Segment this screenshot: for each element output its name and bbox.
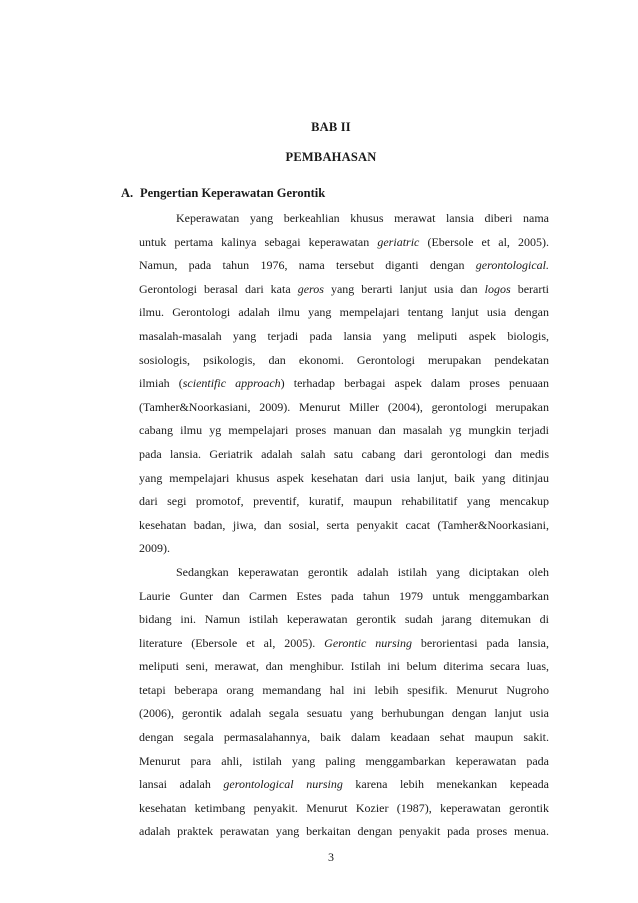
italic-term: scientific approach (182, 376, 281, 391)
text-line: Gerontologi berasal dari kata geros yang berarti lanjut usia dan logos berarti (139, 281, 549, 296)
paragraph (139, 561, 549, 844)
text-line: masalah-masalah yang terjadi pada lansia yang meliputi aspek biologis, (139, 328, 549, 343)
italic-term: geros (297, 281, 324, 296)
italic-term: gerontological nursing (223, 777, 343, 792)
text-line: lansai adalah gerontological nursing karena lebih menekankan kepeada (139, 777, 549, 792)
section-title: Pengertian Keperawatan Gerontik (140, 186, 326, 200)
text-line: pada lansia. Geriatrik adalah salah satu cabang dari gerontologi dan medis (139, 446, 549, 461)
italic-term: Gerontic nursing (324, 635, 412, 650)
text-line: dari segi promotof, preventif, kuratif, maupun rehabilitatif yang mencakup (139, 494, 549, 509)
text-line: 2009). (139, 541, 170, 556)
italic-term: geriatric (377, 234, 420, 249)
text-line: ilmu. Gerontologi adalah ilmu yang mempelajari tentang lanjut usia dengan (139, 305, 549, 320)
page-number: 3 (328, 850, 334, 864)
paragraph (139, 207, 549, 561)
text-line: Namun, pada tahun 1976, nama tersebut diganti dengan gerontological. (139, 258, 549, 273)
chapter-title: PEMBAHASAN (285, 150, 377, 164)
chapter-number: BAB II (311, 120, 351, 134)
text-line: literature (Ebersole et al, 2005). Gerontic nursing berorientasi pada lansia, (139, 635, 549, 650)
text-line: untuk pertama kalinya sebagai keperawatan geriatric (Ebersole et al, 2005). (139, 234, 549, 249)
text-line: tetapi beberapa orang memandang hal ini lebih spesifik. Menurut Nugroho (139, 682, 549, 697)
text-line: ilmiah (scientific approach) terhadap berbagai aspek dalam proses penuaan (139, 376, 549, 391)
text-line: (Tamher&Noorkasiani, 2009). Menurut Miller (2004), gerontologi merupakan (139, 399, 549, 414)
body-text (139, 207, 549, 844)
text-line: kesehatan badan, jiwa, dan sosial, serta penyakit cacat (Tamher&Noorkasiani, (139, 517, 549, 532)
text-line: adalah praktek perawatan yang berkaitan dengan penyakit pada proses menua. (139, 824, 549, 839)
text-line: cabang ilmu yg mempelajari proses manuan dan masalah yg mungkin terjadi (139, 423, 549, 438)
section-letter: A. (121, 186, 134, 200)
text-line: yang mempelajari khusus aspek kesehatan dari usia lanjut, baik yang ditinjau (139, 470, 549, 485)
text-line: Menurut para ahli, istilah yang paling menggambarkan keperawatan pada (139, 753, 549, 768)
text-line: bidang ini. Namun istilah keperawatan gerontik sudah jarang ditemukan di (139, 612, 549, 627)
italic-term: gerontological. (475, 258, 549, 273)
text-line: meliputi seni, merawat, dan menghibur. Istilah ini belum diterima secara luas, (139, 659, 549, 674)
text-line: dengan segala permasalahannya, baik dalam keadaan sehat maupun sakit. (139, 730, 549, 745)
text-line: Sedangkan keperawatan gerontik adalah istilah yang diciptakan oleh (176, 564, 549, 579)
text-line: kesehatan ketimbang penyakit. Menurut Kozier (1987), keperawatan gerontik (139, 800, 549, 815)
text-line: (2006), gerontik adalah segala sesuatu yang berhubungan dengan lanjut usia (139, 706, 549, 721)
text-line: Laurie Gunter dan Carmen Estes pada tahun 1979 untuk menggambarkan (139, 588, 549, 603)
italic-term: logos (484, 281, 511, 296)
section-heading (121, 186, 325, 201)
text-line: sosiologis, psikologis, dan ekonomi. Gerontologi merupakan pendekatan (139, 352, 549, 367)
text-line: Keperawatan yang berkeahlian khusus merawat lansia diberi nama (176, 211, 549, 225)
